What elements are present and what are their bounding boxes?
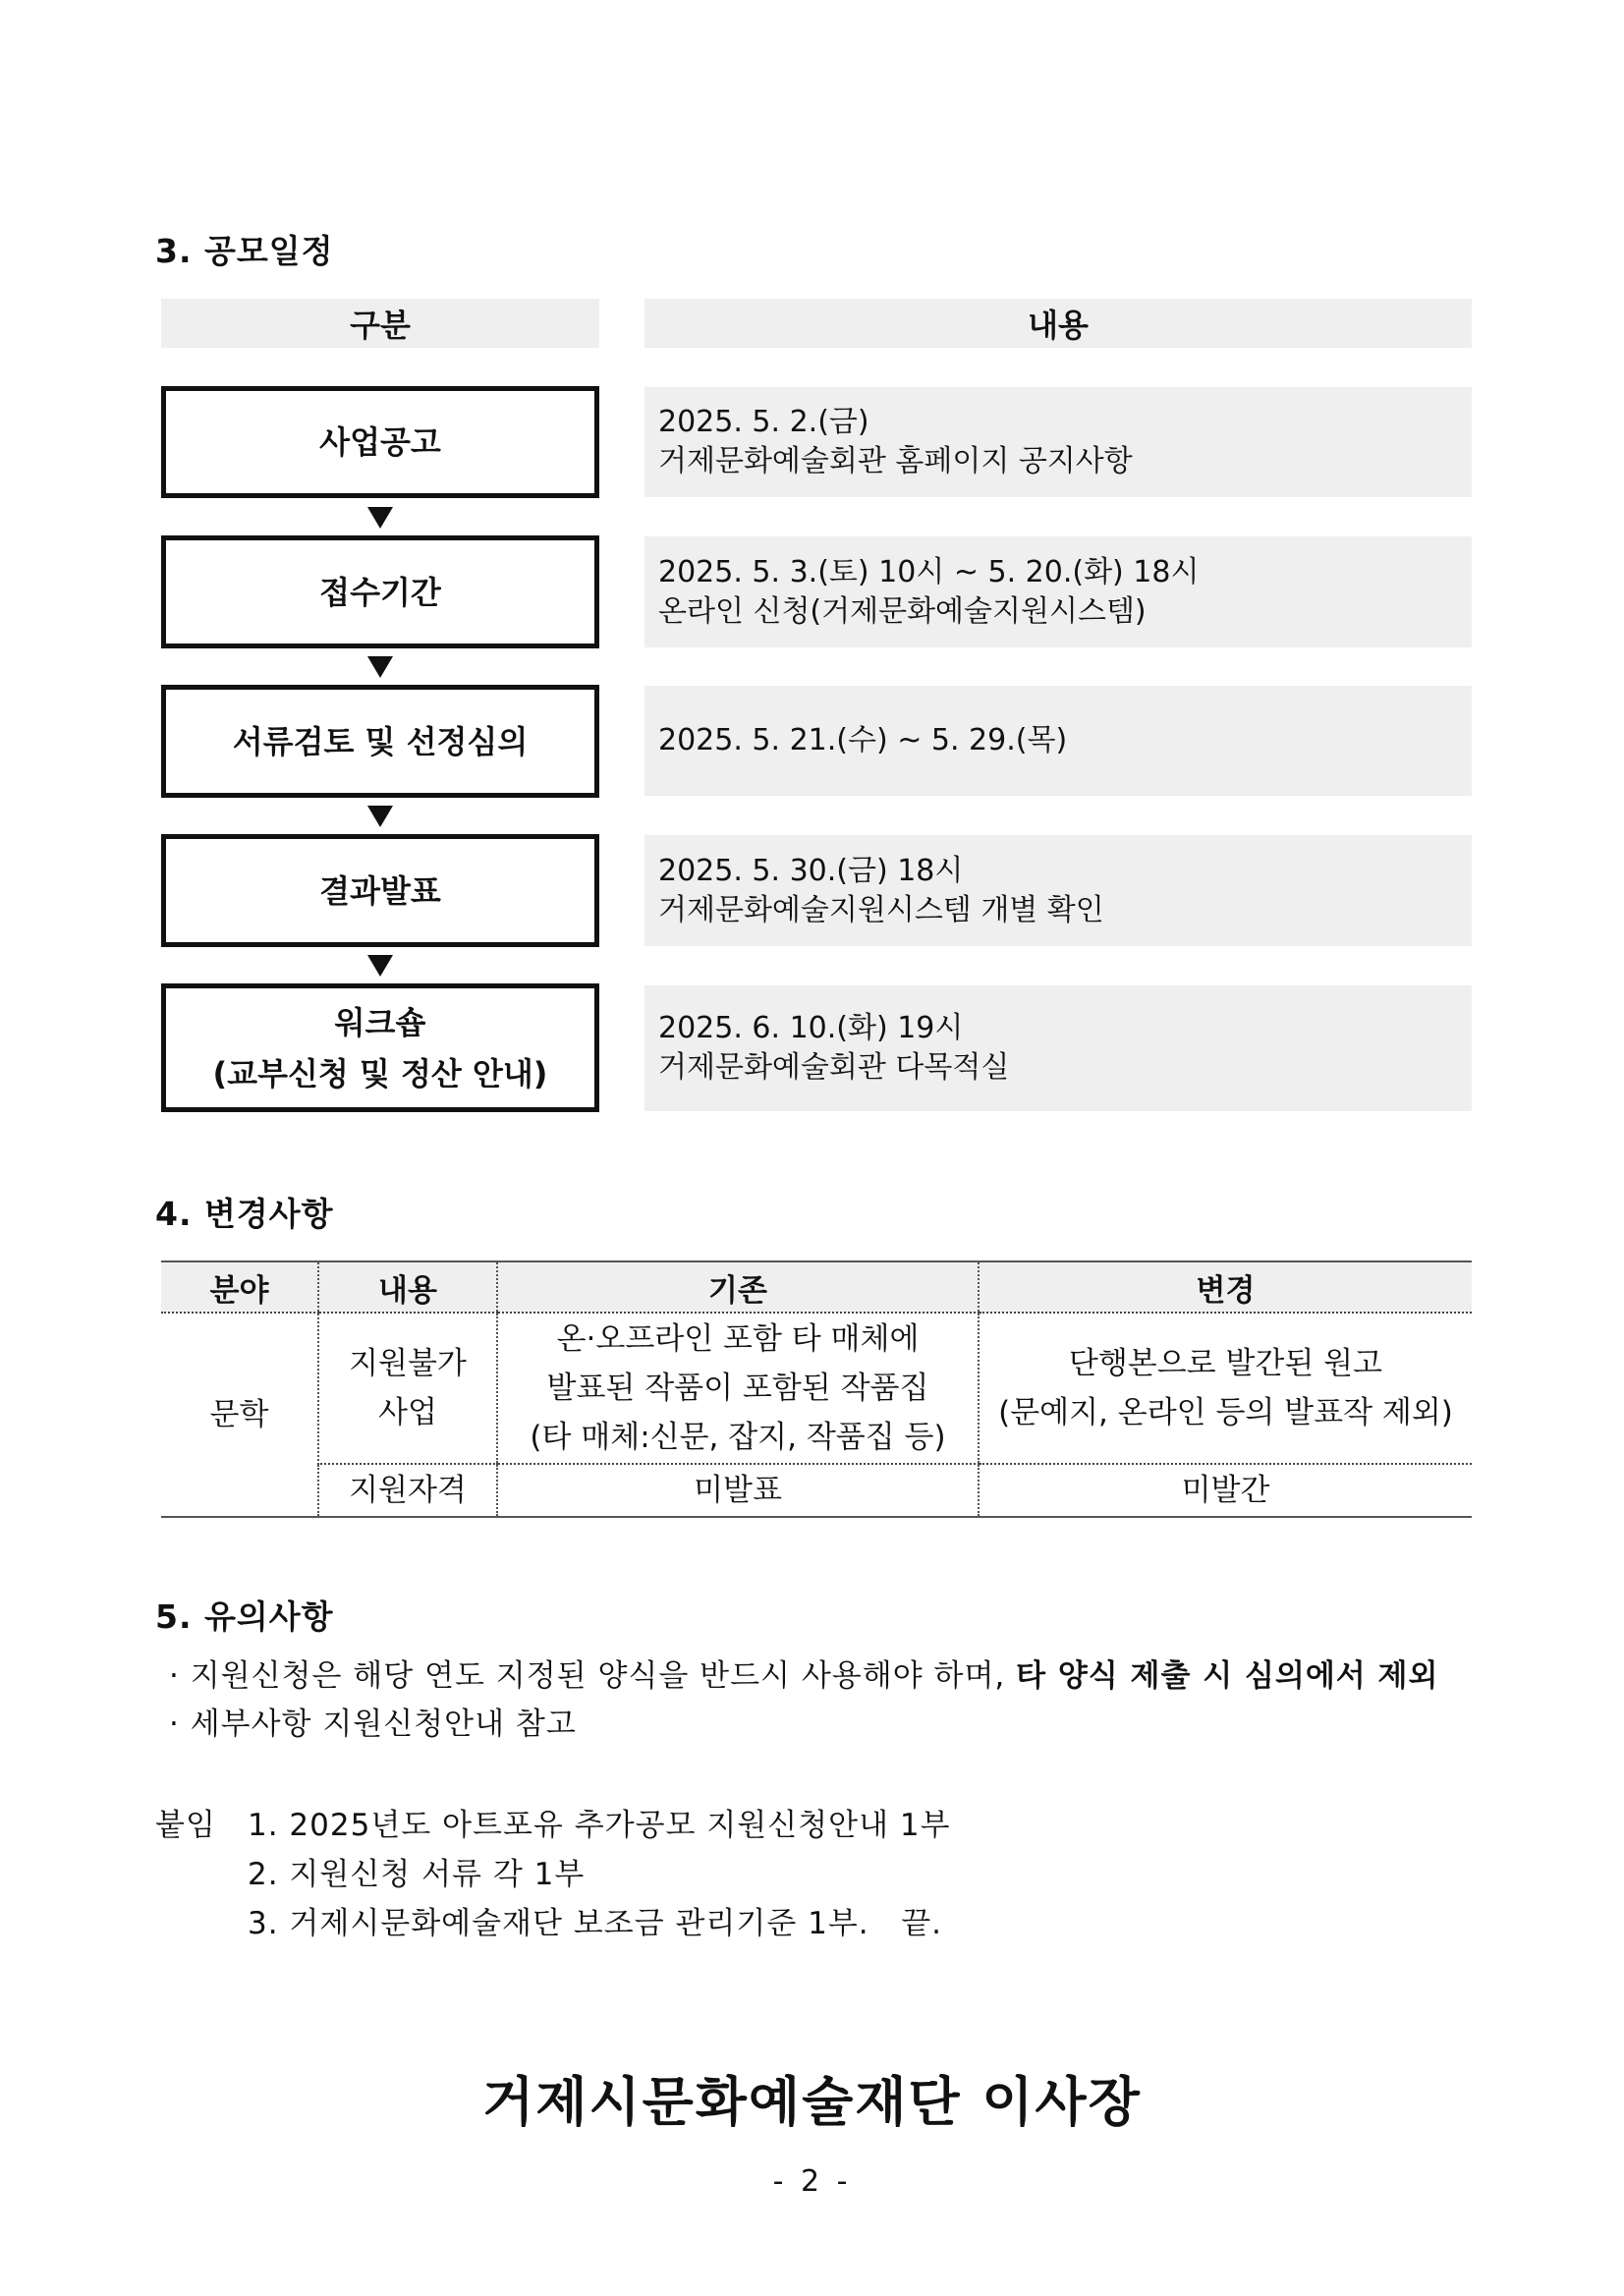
- detail-line: 온라인 신청(거제문화예술지원시스템): [658, 593, 1147, 629]
- attachment-item: 2. 지원신청 서류 각 1부: [248, 1857, 586, 1892]
- down-arrow-icon: [367, 806, 393, 827]
- note-text: · 지원신청은 해당 연도 지정된 양식을 반드시 사용해야 하며,: [169, 1658, 1017, 1694]
- stage-label: (교부신청 및 정산 안내): [212, 1054, 548, 1092]
- down-arrow-icon: [367, 656, 393, 678]
- field-cell: 문학: [161, 1313, 318, 1517]
- column-header-before: 기존: [497, 1261, 979, 1313]
- column-header-field: 분야: [161, 1261, 318, 1313]
- schedule-header-detail: 내용: [644, 299, 1472, 348]
- content-cell: 지원자격: [318, 1464, 497, 1517]
- section3-title: 3. 공모일정: [155, 232, 334, 270]
- cell-line: 단행본으로 발간된 원고: [1068, 1346, 1383, 1381]
- stage-label: 워크숍: [334, 1003, 426, 1041]
- table-header-row: [161, 1261, 1472, 1313]
- detail-line: 2025. 5. 30.(금) 18시: [658, 853, 964, 888]
- cell-line: (타 매체:신문, 잡지, 작품집 등): [530, 1420, 946, 1455]
- stage-box-results: [161, 834, 599, 947]
- after-cell: 미발간: [979, 1464, 1472, 1517]
- detail-line: 2025. 5. 3.(토) 10시 ~ 5. 20.(화) 18시: [658, 554, 1200, 589]
- detail-line: 거제문화예술회관 다목적실: [658, 1050, 1010, 1085]
- attachment-label: 붙임: [155, 1808, 216, 1843]
- down-arrow-icon: [367, 507, 393, 529]
- stage-label: 결과발표: [319, 871, 441, 910]
- detail-line: 거제문화예술지원시스템 개별 확인: [658, 892, 1104, 927]
- schedule-header-stage: 구분: [161, 299, 599, 348]
- before-cell: 미발표: [497, 1464, 979, 1517]
- after-cell: [979, 1313, 1472, 1464]
- cell-line: 사업: [378, 1395, 437, 1430]
- stage-detail-review: [644, 686, 1472, 796]
- note-item: · 세부사항 지원신청안내 참고: [169, 1707, 577, 1742]
- note-item: [169, 1651, 1438, 1695]
- detail-line: 2025. 5. 21.(수) ~ 5. 29.(목): [658, 723, 1068, 757]
- content-cell: [318, 1313, 497, 1464]
- detail-line: 거제문화예술회관 홈페이지 공지사항: [658, 444, 1133, 478]
- cell-line: 발표된 작품이 포함된 작품집: [546, 1371, 929, 1406]
- stage-detail-results: [644, 835, 1472, 946]
- page-number: - 2 -: [772, 2164, 852, 2199]
- stage-detail-workshop: [644, 985, 1472, 1111]
- cell-line: 온·오프라인 포함 타 매체에: [556, 1321, 920, 1357]
- before-cell: [497, 1313, 979, 1464]
- signature: 거제시문화예술재단 이사장: [482, 2071, 1142, 2133]
- column-header-after: 변경: [979, 1261, 1472, 1313]
- attachment-item: 1. 2025년도 아트포유 추가공모 지원신청안내 1부: [248, 1808, 951, 1843]
- column-header-content: 내용: [318, 1261, 497, 1313]
- stage-box-workshop: [161, 983, 599, 1112]
- cell-line: 지원불가: [349, 1346, 467, 1381]
- cell-line: (문예지, 온라인 등의 발표작 제외): [998, 1395, 1453, 1430]
- changes-table: [161, 1260, 1472, 1518]
- table-row: [161, 1464, 1472, 1517]
- section4-title: 4. 변경사항: [155, 1195, 334, 1233]
- attachment-item: 3. 거제시문화예술재단 보조금 관리기준 1부. 끝.: [248, 1906, 943, 1941]
- stage-detail-announcement: [644, 387, 1472, 497]
- down-arrow-icon: [367, 955, 393, 977]
- stage-box-review: [161, 685, 599, 798]
- table-row: [161, 1313, 1472, 1464]
- stage-label: 접수기간: [319, 573, 441, 611]
- note-emphasis: 타 양식 제출 시 심의에서 제외: [1016, 1658, 1439, 1694]
- stage-box-reception: [161, 535, 599, 648]
- detail-line: 2025. 6. 10.(화) 19시: [658, 1011, 964, 1045]
- stage-detail-reception: [644, 536, 1472, 647]
- stage-label: 서류검토 및 선정심의: [232, 722, 529, 760]
- detail-line: 2025. 5. 2.(금): [658, 405, 869, 439]
- stage-label: 사업공고: [319, 423, 441, 461]
- section5-title: 5. 유의사항: [155, 1597, 334, 1636]
- stage-box-announcement: [161, 386, 599, 498]
